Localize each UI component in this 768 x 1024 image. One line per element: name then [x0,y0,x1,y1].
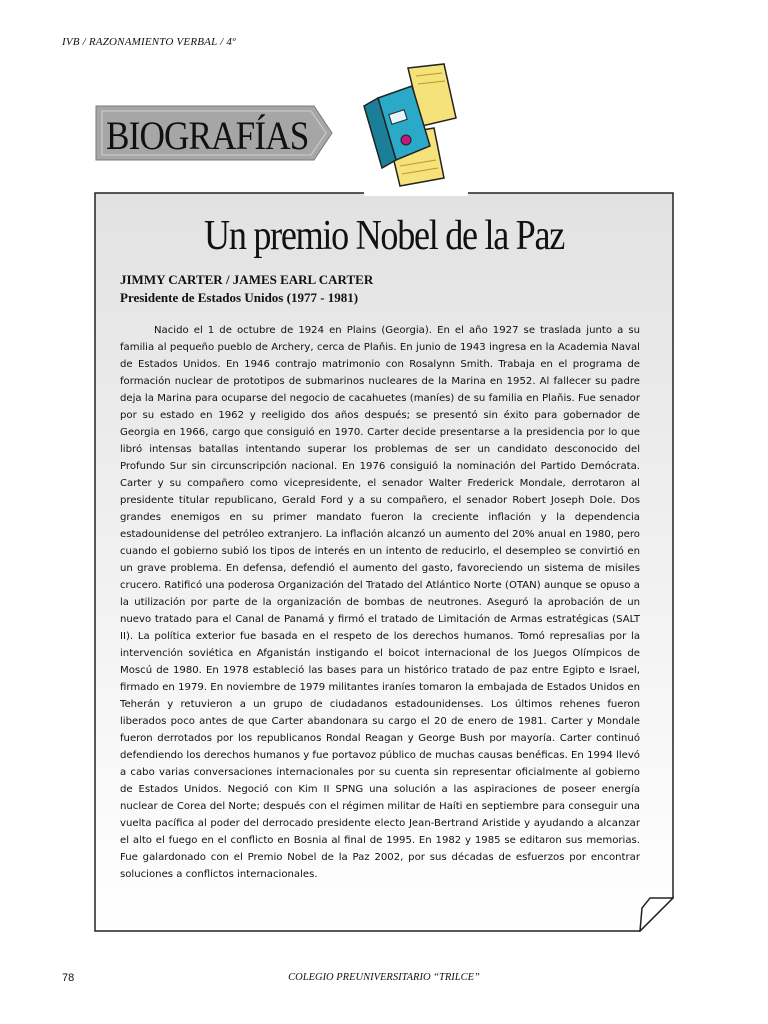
subject-name: JIMMY CARTER / JAMES EARL CARTER [120,272,374,287]
page-footer: COLEGIO PREUNIVERSITARIO “TRILCE” [288,972,480,983]
article-body: Nacido el 1 de octubre de 1924 en Plains (Georgia). En el año 1927 se traslada junto a su familia al pequeño pueblo de Archery, cerca de Plaňis. En junio de 1943 ingresa en la Academia Naval de Estados Unidos. En 1946 contrajo matrimonio con Rosalynn Smith. Trabaja en el programa de formación nuclear de prototipos de submarinos nucleares de la Marina en 1952. Al fallecer su padre deja la Marina para ocuparse del negocio de cacahuetes (maníes) de su familia en Plaňis. Fue senador por su estado en 1962 y reeligido dos años después; se presentó sin éxito para gobernador de Georgia en 1966, cargo que consiguió en 1970. Carter decide presentarse a la presidencia por lo que libró intensas batallas intentando superar los problemas de ser un candidato desconocido del Profundo Sur sin circunscripción nacional. En 1976 consiguió la nominación del Partido Demócrata. Carter y su compañero como vicepresidente, el senador Walter Frederick Mondale, derrotaron al presidente titular republicano, Gerald Ford y a su compañero, el senador Robert Joseph Dole. Dos grandes enemigos en su primer mandato fueron la creciente inflación y la dependencia estadounidense del petróleo extranjero. La inflación alcanzó un aumento del 20% anual en 1980, pero cuando el gobierno subió los tipos de interés en un intento de reducirlo, el desempleo se convirtió en un grave problema. En defensa, defendió el aumento del gasto, favoreciendo un sistema de misiles crucero. Ratificó una poderosa Organización del Tratado del Atlántico Norte (OTAN) aunque se opuso a la utilización por parte de la organización de bombas de neutrones. Aseguró la aprobación de un nuevo tratado para el Canal de Panamá y firmó el tratado de Limitación de Armas estratégicas (SALT II). La política exterior fue basada en el respeto de los derechos humanos. Tomó represalias por la intervención soviética en Afganistán instigando el boicot internacional de los Juegos Olímpicos de Moscú de 1980. En 1978 estableció las bases para un histórico tratado de paz entre Egipto e Israel, firmado en 1979. En noviembre de 1979 militantes iraníes tomaron la embajada de Estados Unidos en Teherán y retuvieron a un grupo de ciudadanos estadounidenses. Los últimos rehenes fueron liberados poco antes de que Carter abandonara su cargo el 20 de enero de 1981. Carter y Mondale fueron derrotados por los republicanos Rondal Reagan y George Bush por mayoría. Carter continuó defendiendo los derechos humanos y fue portavoz público de muchas causas benéficas. En 1994 llevó a cabo varias conversaciones internacionales por su cuenta sin representar oficialmente al gobierno de Estados Unidos. Negoció con Kim II SPNG una solución a las aspiraciones de poseer energía nuclear de Corea del Norte; después con el régimen militar de Haíti en septiembre para conseguir una vuelta pacífica al poder del derrocado presidente electo Jean-Bertrand Aristide y ayudando a alcanzar el alto el fuego en el conflicto en Bosnia al final de 1995. En 1982 y 1985 se editaron sus memorias. Fue galardonado con el Premio Nobel de la Paz 2002, por sus décadas de esfuerzos por encontrar soluciones a conflictos internacionales. [120,325,640,880]
page-number: 78 [62,972,75,984]
frame-top-gap [364,188,468,196]
section-title: BIOGRAFÍAS [106,113,309,158]
article-title: Un premio Nobel de la Paz [204,213,564,259]
page-header: IVB / RAZONAMIENTO VERBAL / 4º [62,36,236,48]
section-banner [94,104,334,162]
folder-icon [360,62,470,192]
subject-role: Presidente de Estados Unidos (1977 - 1981) [120,290,359,305]
